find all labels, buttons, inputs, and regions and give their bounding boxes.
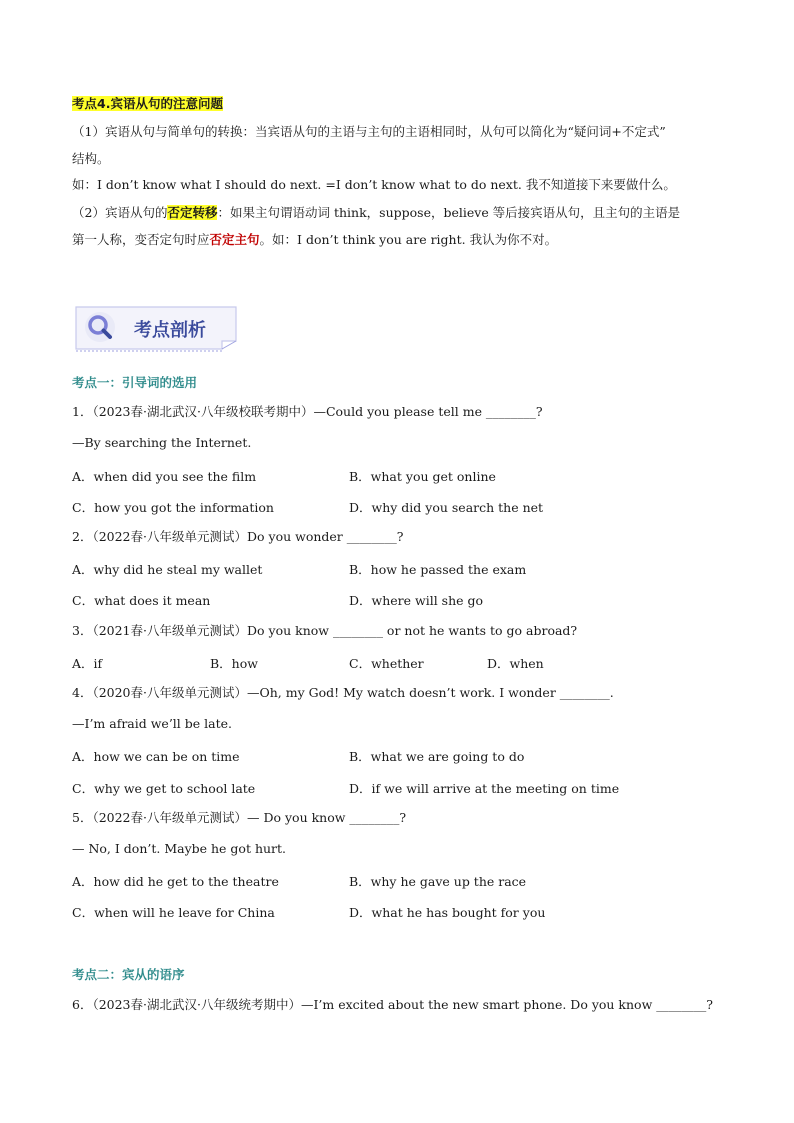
option-b: B．why he gave up the race	[349, 874, 527, 889]
banner-title: 考点剖析	[134, 320, 206, 341]
question-stem: 1．（2023春·湖北武汉·八年级校联考期中）—Could you please tell me ________?	[72, 404, 543, 419]
option-a: A．how we can be on time	[72, 749, 240, 764]
note-p3-red: 否定主句	[209, 232, 260, 247]
option-c: C．when will he leave for China	[72, 905, 275, 920]
option-d: D．where will she go	[349, 593, 484, 608]
section-title: 考点二：宾从的语序	[72, 967, 185, 982]
option-d: D．why did you search the net	[349, 500, 544, 515]
question-stem: 2．（2022春·八年级单元测试）Do you wonder ________?	[72, 529, 404, 544]
option-b: B．what you get online	[349, 469, 496, 484]
option-c: C．why we get to school late	[72, 781, 256, 796]
question-reply: —By searching the Internet.	[72, 435, 252, 450]
question-stem: 4．（2020春·八年级单元测试）—Oh, my God! My watch doesn’t work. I wonder ________.	[72, 685, 614, 700]
option-a: A．how did he get to the theatre	[72, 874, 279, 889]
note-p1-line1: （1）宾语从句与简单句的转换：当宾语从句的主语与主句的主语相同时，从句可以简化为“疑问词+不定式”	[72, 124, 666, 139]
note-p1-line2: 结构。	[72, 151, 110, 166]
option-d: D．what he has bought for you	[349, 905, 546, 920]
question-stem: 5．（2022春·八年级单元测试）— Do you know ________?	[72, 810, 407, 825]
note-p2-highlight: 否定转移	[167, 205, 218, 220]
note-p3-pre: 第一人称，变否定句时应	[72, 232, 210, 247]
note-p2	[72, 205, 680, 221]
question-reply: —I’m afraid we’ll be late.	[72, 716, 232, 731]
option-d: D．if we will arrive at the meeting on time	[349, 781, 620, 796]
option-d: D．when	[487, 656, 544, 671]
question-stem: 6．（2023春·湖北武汉·八年级统考期中）—I’m excited about the new smart phone. Do you know ________?	[72, 997, 713, 1012]
option-a: A．when did you see the film	[72, 469, 257, 484]
note-p2-pre: （2）宾语从句的	[72, 205, 168, 220]
question-stem: 3．（2021春·八年级单元测试）Do you know ________ or not he wants to go abroad?	[72, 623, 578, 638]
option-b: B．how he passed the exam	[349, 562, 527, 577]
note-heading-text: 考点4.宾语从句的注意问题	[72, 96, 223, 111]
note-example1: 如：I don’t know what I should do next. =I don’t know what to do next. 我不知道接下来要做什么。	[72, 177, 676, 192]
search-icon	[84, 311, 116, 343]
option-c: C．whether	[349, 656, 424, 671]
section-banner	[72, 303, 240, 353]
option-c: C．what does it mean	[72, 593, 211, 608]
option-c: C．how you got the information	[72, 500, 274, 515]
question-reply: — No, I don’t. Maybe he got hurt.	[72, 841, 287, 856]
option-b: B．how	[210, 656, 258, 671]
option-b: B．what we are going to do	[349, 749, 525, 764]
section-title: 考点一：引导词的选用	[72, 375, 198, 390]
note-p3	[72, 232, 557, 248]
note-p3-post: 。如：I don’t think you are right. 我认为你不对。	[259, 232, 558, 247]
note-p2-post: ：如果主句谓语动词 think，suppose，believe 等后接宾语从句，且主句的主语是	[217, 205, 681, 220]
option-a: A．if	[72, 656, 103, 671]
option-a: A．why did he steal my wallet	[72, 562, 263, 577]
note-heading	[72, 96, 223, 112]
